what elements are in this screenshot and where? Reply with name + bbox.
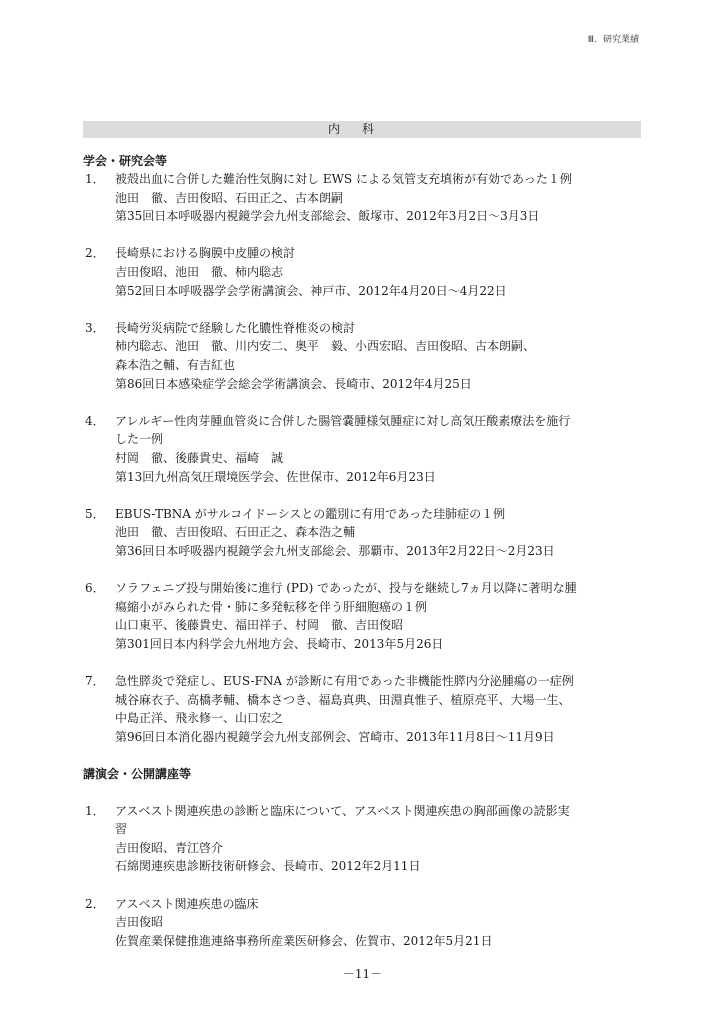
list-item — [83, 244, 658, 300]
entry-number: 1． — [85, 172, 105, 186]
list-item — [83, 672, 658, 746]
section-heading-conferences: 学会・研究会等 — [83, 154, 168, 168]
running-head: Ⅲ．研究業績 — [587, 35, 639, 45]
entry-title: アスベスト関連疾患の臨床 — [115, 896, 259, 911]
entry-venue: 第36回日本呼吸器内視鏡学会九州支部総会、那覇市、2013年2月22日～2月23日 — [115, 543, 555, 558]
entry-venue: 第96回日本消化器内視鏡学会九州支部例会、宮崎市、2013年11月8日～11月9日 — [115, 729, 555, 744]
entry-authors: 吉田俊昭 — [115, 915, 164, 930]
entry-title: アスベスト関連疾患の診断と臨床について、アスベスト関連疾患の胸部画像の読影実 — [115, 803, 570, 818]
entry-title: EBUS-TBNA がサルコイドーシスとの鑑別に有用であった珪肺症の１例 — [115, 506, 506, 521]
entry-authors: 吉田俊昭、池田 徹、柿内聡志 — [115, 264, 284, 279]
section-heading-lectures: 講演会・公開講座等 — [83, 767, 192, 781]
document-body — [83, 152, 658, 950]
entry-number: 4． — [85, 413, 105, 428]
entry-authors: 柿内聡志、池田 徹、川内安二、奥平 毅、小西宏昭、吉田俊昭、古本朗嗣、 — [115, 339, 536, 354]
list-item — [83, 319, 658, 393]
entry-venue: 第52回日本呼吸器学会学術講演会、神戸市、2012年4月20日～4月22日 — [115, 283, 507, 298]
entry-number: 1． — [85, 803, 105, 818]
entry-title: 被殻出血に合併した難治性気胸に対し EWS による気管支充填術が有効であった１例 — [115, 172, 572, 186]
entry-title: 瘍縮小がみられた骨・肺に多発転移を伴う肝細胞癌の１例 — [115, 599, 428, 614]
entry-title: アレルギー性肉芽腫血管炎に合併した腸管嚢腫様気腫症に対し高気圧酸素療法を施行 — [115, 413, 571, 428]
entry-title: 長崎労災病院で経験した化膿性脊椎炎の検討 — [115, 320, 356, 335]
list-item — [83, 170, 658, 226]
entry-authors: 吉田俊昭、青江啓介 — [115, 840, 224, 855]
entry-venue: 第301回日本内科学会九州地方会、長崎市、2013年5月26日 — [115, 636, 444, 651]
entry-authors: 中島正洋、飛永修一、山口宏之 — [115, 711, 284, 726]
list-item — [83, 895, 658, 951]
entry-title: した一例 — [115, 432, 164, 447]
entry-number: 2． — [85, 246, 105, 261]
entry-title: ソラフェニブ投与開始後に進行 (PD) であったが、投与を継続し7ヵ月以降に著明な腫 — [115, 581, 577, 596]
list-item — [83, 802, 658, 876]
entry-title: 長崎県における胸膜中皮腫の検討 — [115, 246, 296, 261]
list-item — [83, 505, 658, 561]
entry-authors: 池田 徹、吉田俊昭、石田正之、森本浩之輔 — [115, 525, 356, 540]
entry-number: 6． — [85, 581, 105, 596]
entry-title: 急性膵炎で発症し、EUS-FNA が診断に有用であった非機能性膵内分泌腫瘍の一症例 — [115, 674, 574, 689]
entry-authors: 村岡 徹、後藤貴史、福崎 誠 — [115, 450, 284, 465]
entry-venue: 第35回日本呼吸器内視鏡学会九州支部総会、飯塚市、2012年3月2日～3月3日 — [115, 209, 540, 224]
entry-number: 2． — [85, 896, 105, 911]
entry-number: 3． — [85, 320, 105, 335]
entry-authors: 城谷麻衣子、高橋孝輔、橋本さつき、福島真典、田淵真惟子、植原亮平、大場一生、 — [115, 692, 571, 707]
department-title-bar: 内科 — [83, 121, 641, 138]
entry-authors: 池田 徹、吉田俊昭、石田正之、古本朗嗣 — [115, 190, 344, 205]
entry-venue: 第13回九州高気圧環境医学会、佐世保市、2012年6月23日 — [115, 469, 436, 484]
list-item — [83, 412, 658, 486]
entry-venue: 石綿関連疾患診断技術研修会、長崎市、2012年2月11日 — [115, 859, 421, 874]
page-number: －11－ — [342, 967, 383, 981]
entry-title: 習 — [115, 822, 128, 837]
entry-number: 7． — [85, 674, 105, 689]
entry-venue: 佐賀産業保健推進連絡事務所産業医研修会、佐賀市、2012年5月21日 — [115, 933, 493, 948]
entry-venue: 第86回日本感染症学会総会学術講演会、長崎市、2012年4月25日 — [115, 376, 472, 391]
entry-authors: 森本浩之輔、有吉紅也 — [115, 357, 236, 372]
entry-number: 5． — [85, 506, 105, 521]
list-item — [83, 579, 658, 653]
entry-authors: 山口東平、後藤貴史、福田祥子、村岡 徹、吉田俊昭 — [115, 618, 404, 633]
